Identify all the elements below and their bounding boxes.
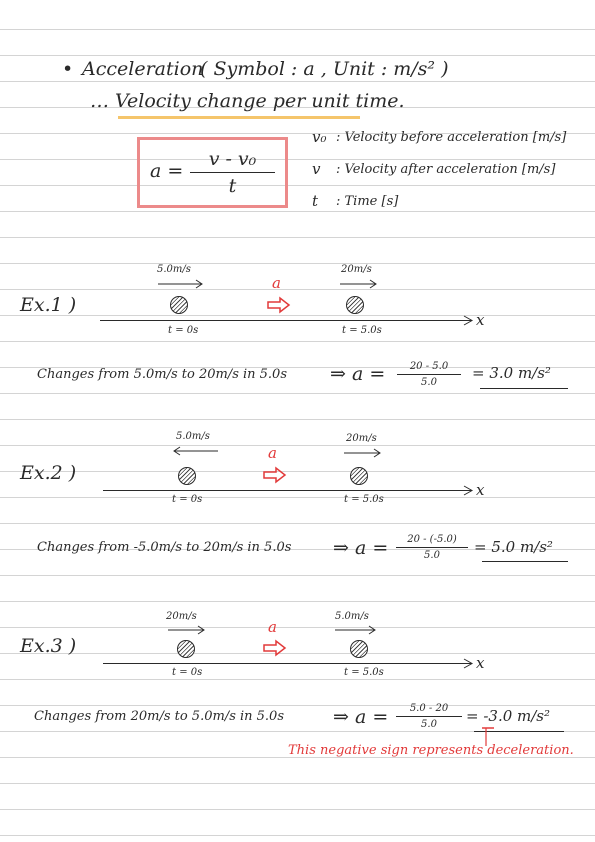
legend-sym-v0: v₀ [312, 128, 327, 146]
ex3-axis [103, 663, 472, 664]
ex2-axis [103, 490, 472, 491]
ex1-t-start: t = 0s [168, 325, 199, 336]
ex2-v-before: 5.0m/s [176, 431, 210, 442]
ex1-fraction [397, 361, 461, 388]
heading-title: Acceleration [82, 58, 204, 80]
ex1-axis-arrowhead [462, 315, 474, 327]
ex2-result-underline [482, 561, 568, 562]
legend-sym-t: t [312, 192, 319, 210]
ex1-frac-bar [397, 374, 461, 375]
ex3-v-before: 20m/s [166, 611, 197, 622]
ex2-eq-a: ⇒ a = [333, 537, 389, 559]
ex2-arrow-before [172, 446, 220, 456]
formula-fraction [190, 148, 275, 197]
bullet: • [62, 58, 74, 80]
ex3-t-start: t = 0s [172, 667, 203, 678]
definition-highlight [118, 116, 360, 119]
ex3-sentence: Changes from 20m/s to 5.0m/s in 5.0s [34, 709, 285, 724]
ex3-t-end: t = 5.0s [344, 667, 384, 678]
ex2-accel-symbol: a [268, 444, 277, 462]
ex1-v-before: 5.0m/s [157, 264, 191, 275]
ex1-axis [100, 320, 472, 321]
legend-text-v0: : Velocity before acceleration [m/s] [336, 130, 567, 145]
legend-sym-v: v [312, 160, 321, 178]
ex1-frac-den: 5.0 [421, 377, 437, 388]
legend-text-v: : Velocity after acceleration [m/s] [336, 162, 556, 177]
ex1-result-underline [480, 388, 568, 389]
ex3-axis-arrowhead [462, 658, 474, 670]
ex3-arrow-before [168, 625, 208, 635]
ex1-label: Ex.1 ) [20, 294, 77, 316]
definition-text: … Velocity change per unit time. [90, 90, 405, 112]
formula-lhs: a = [150, 160, 184, 182]
ex2-frac-num: 20 - (-5.0) [407, 534, 457, 545]
ex3-fraction [396, 703, 462, 730]
ex2-ball-end [350, 467, 368, 485]
ex1-t-end: t = 5.0s [342, 325, 382, 336]
ex2-axis-var: x [476, 481, 485, 499]
legend-text-t: : Time [s] [336, 194, 399, 209]
heading-symbol-unit: ( Symbol : a , Unit : m/s² ) [200, 58, 449, 80]
ex2-result: = 5.0 m/s² [474, 538, 553, 556]
ex3-ball-end [350, 640, 368, 658]
ex3-accel-symbol: a [268, 618, 277, 636]
formula-numerator: v - v₀ [208, 148, 257, 170]
ex1-accel-symbol: a [272, 274, 281, 292]
ex3-axis-var: x [476, 654, 485, 672]
ex3-frac-num: 5.0 - 20 [409, 703, 449, 714]
ex1-ball-start [170, 296, 188, 314]
ex1-result: = 3.0 m/s² [472, 364, 551, 382]
ex2-ball-start [178, 467, 196, 485]
ex2-t-start: t = 0s [172, 494, 203, 505]
ex1-axis-var: x [476, 311, 485, 329]
ex3-arrow-after [335, 625, 379, 635]
ex1-arrow-after [340, 279, 380, 289]
ex1-sentence: Changes from 5.0m/s to 20m/s in 5.0s [37, 367, 288, 382]
ex3-eq-a: ⇒ a = [333, 706, 389, 728]
ex3-frac-den: 5.0 [421, 719, 437, 730]
ex2-axis-arrowhead [462, 485, 474, 497]
ex2-accel-arrow-icon [263, 467, 287, 483]
ex1-arrow-before [158, 279, 206, 289]
ex1-ball-end [346, 296, 364, 314]
ex2-arrow-after [344, 448, 384, 458]
ex3-label: Ex.3 ) [20, 635, 77, 657]
ex1-v-after: 20m/s [341, 264, 372, 275]
ex2-frac-den: 5.0 [424, 550, 440, 561]
ex2-fraction [396, 534, 468, 561]
ex3-accel-arrow-icon [263, 640, 287, 656]
ex3-note: This negative sign represents deceleration. [288, 743, 574, 758]
ex1-frac-num: 20 - 5.0 [409, 361, 449, 372]
ex3-frac-bar [396, 716, 462, 717]
ex3-result: = -3.0 m/s² [466, 707, 551, 725]
ex3-ball-start [177, 640, 195, 658]
ex2-frac-bar [396, 547, 468, 548]
ex3-v-after: 5.0m/s [335, 611, 369, 622]
ex2-label: Ex.2 ) [20, 462, 77, 484]
ex1-eq-a: ⇒ a = [330, 363, 386, 385]
ex1-accel-arrow-icon [267, 297, 291, 313]
formula-denominator: t [228, 175, 237, 197]
formula-bar [190, 172, 275, 173]
ex2-sentence: Changes from -5.0m/s to 20m/s in 5.0s [37, 540, 292, 555]
ex2-v-after: 20m/s [346, 433, 377, 444]
ex2-t-end: t = 5.0s [344, 494, 384, 505]
